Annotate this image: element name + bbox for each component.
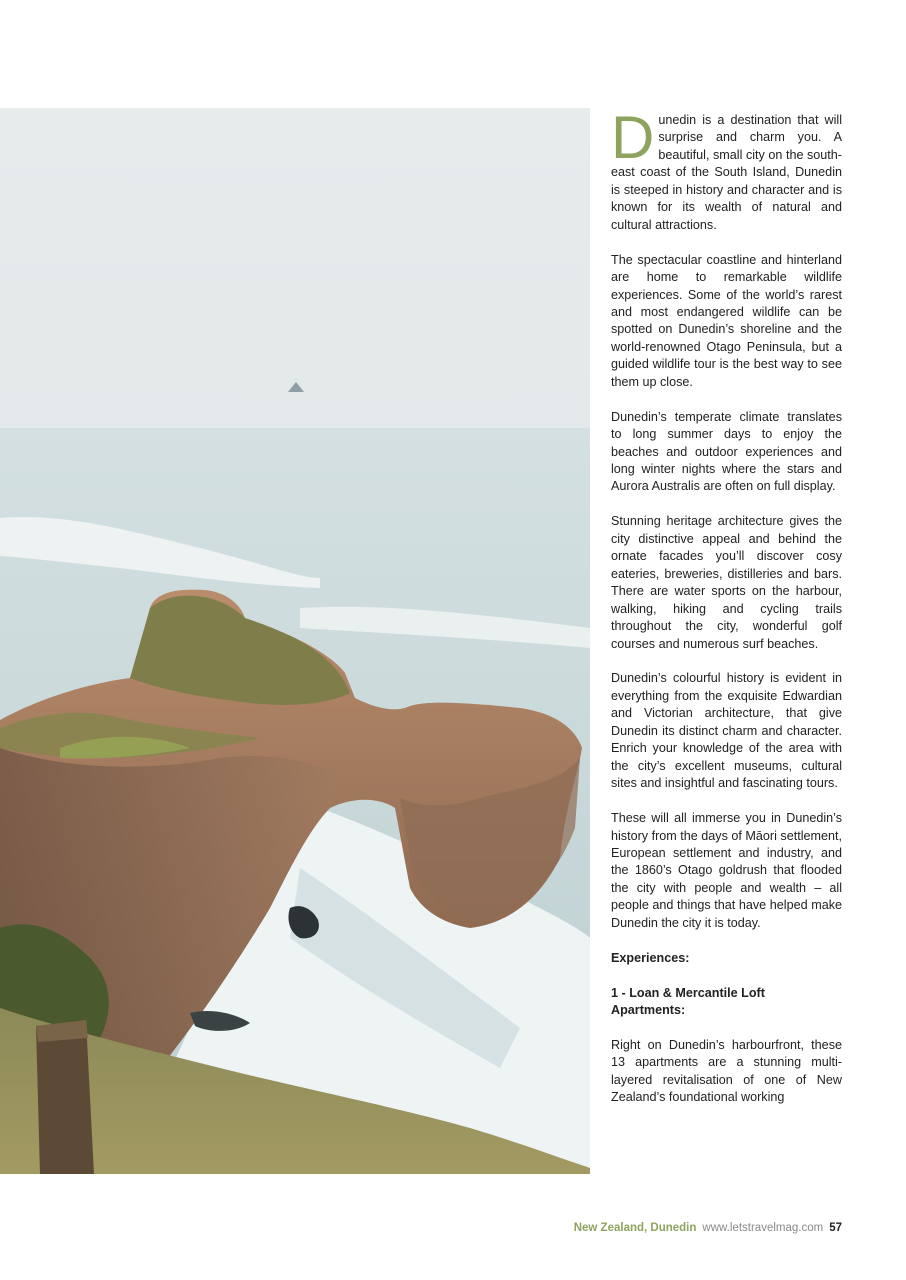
loft-apartments-paragraph: Right on Dunedin’s harbourfront, these 13 apartments are a stunning multi-layered revitalisation of one of New Zealand’s foundational working (611, 1037, 842, 1105)
history-paragraph: Dunedin’s colourful history is evident in everything from the exquisite Edwardian and Victorian architecture, that give Dunedin its distinct charm and character. Enrich your knowledge of the area with the city’s excellent museums, cultural sites and insightful and fascinating tours. (611, 671, 842, 791)
architecture-paragraph: Stunning heritage architecture gives the city distinctive appeal and behind the ornate facades you’ll discover cosy eateries, breweries, distilleries and bars. There are water sports on the harbour, walking, hiking and cycling trails throughout the city, wonderful golf courses and numerous surf beaches. (611, 514, 842, 651)
intro-paragraph (611, 104, 842, 234)
climate-paragraph: Dunedin’s temperate climate translates to long summer days to enjoy the beaches and outdoor experiences and long winter nights where the stars and Aurora Australis are often on full display. (611, 409, 842, 494)
coastal-rock-arch-photo (0, 108, 590, 1174)
heritage-paragraph: These will all immerse you in Dunedin’s history from the days of Māori settlement, European settlement and industry, and the 1860’s Otago goldrush that flooded the city with people and wealth – all people and things that have helped make Dunedin the city it is today. (611, 811, 842, 930)
loft-apartments-heading: 1 - Loan & Mercantile Loft Apartments: (611, 985, 765, 1017)
footer-location: New Zealand, Dunedin (573, 1222, 697, 1234)
footer-url[interactable]: www.letstravelmag.com (702, 1222, 824, 1234)
intro-text: unedin is a destination that will surprise and charm you. A beautiful, small city on the south-east coast of the South Island, Dunedin is steeped in history and character and is known for its wealth of natural and cultural attractions. (611, 113, 842, 232)
article-body (611, 104, 842, 1124)
page-number: 57 (829, 1222, 842, 1234)
drop-cap: D (611, 104, 655, 171)
experiences-heading: Experiences: (611, 950, 690, 965)
page-footer (574, 1222, 842, 1234)
coastline-paragraph: The spectacular coastline and hinterland are home to remarkable wildlife experiences. Some of the world’s rarest and most endangered wildlife can be spotted on Dunedin’s shoreline and the world-renowned Otago Peninsula, but a guided wildlife tour is the best way to see them up close. (611, 252, 842, 389)
